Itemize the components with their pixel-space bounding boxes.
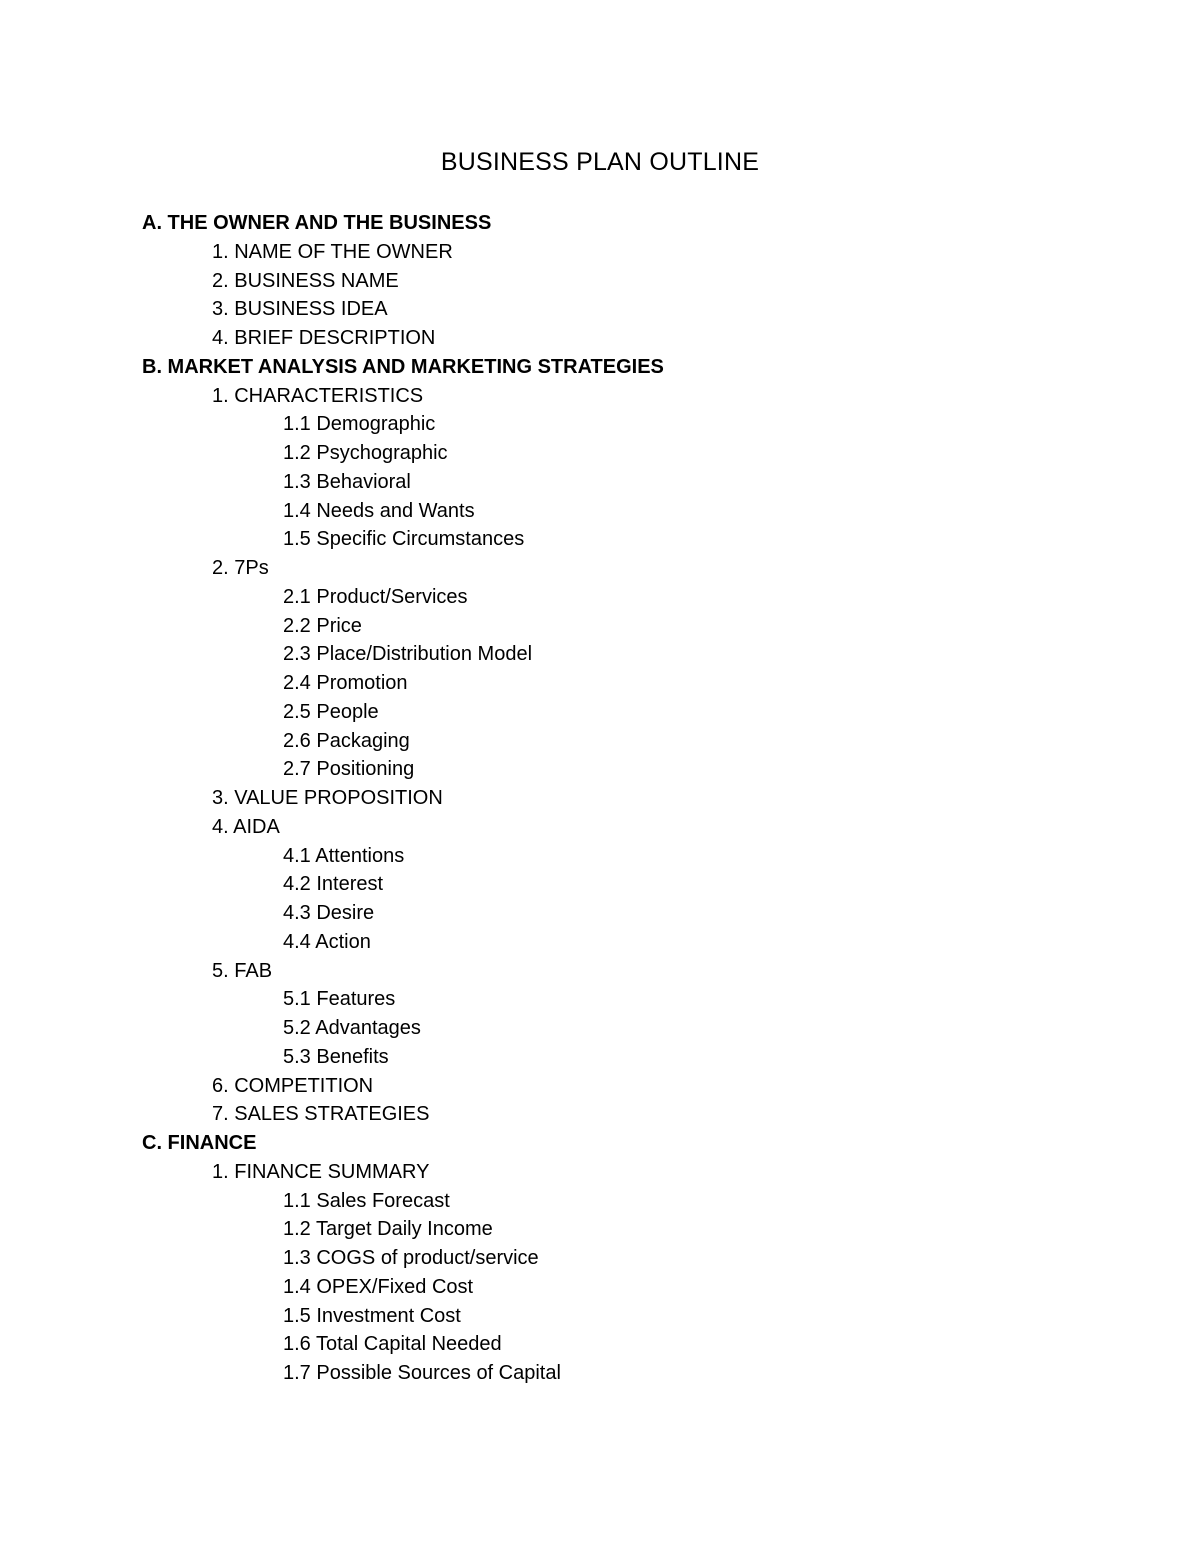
section-heading: A. THE OWNER AND THE BUSINESS (142, 212, 492, 234)
outline-item: 1. CHARACTERISTICS (212, 384, 424, 407)
outline-item: 3. VALUE PROPOSITION (212, 787, 443, 809)
outline-item: 1. FINANCE SUMMARY (212, 1160, 430, 1183)
outline-item: 5. FAB (212, 959, 273, 982)
outline-subitem: 2.6 Packaging (283, 729, 410, 752)
outline-subitem: 4.1 Attentions (283, 844, 405, 867)
outline-subitem: 1.5 Investment Cost (283, 1304, 461, 1327)
outline-subitem: 2.5 People (283, 700, 379, 723)
outline-subitem: 1.2 Psychographic (283, 442, 448, 464)
outline-subitem: 1.6 Total Capital Needed (283, 1333, 502, 1356)
outline-subitem: 4.3 Desire (283, 902, 375, 924)
outline-list (142, 209, 1142, 1388)
outline-subitem: 1.3 COGS of product/service (283, 1247, 539, 1269)
outline-item: 6. COMPETITION (212, 1074, 374, 1097)
outline-subitem: 1.1 Sales Forecast (283, 1189, 450, 1212)
outline-item: 2. 7Ps (212, 557, 269, 579)
outline-subitem: 1.5 Specific Circumstances (283, 528, 525, 551)
outline-subitem: 5.3 Benefits (283, 1045, 389, 1068)
section-heading: B. MARKET ANALYSIS AND MARKETING STRATEGIES (142, 355, 664, 378)
outline-subitem: 1.2 Target Daily Income (283, 1218, 493, 1241)
outline-subitem: 1.4 Needs and Wants (283, 499, 475, 522)
outline-subitem: 1.7 Possible Sources of Capital (283, 1362, 561, 1384)
outline-item: 7. SALES STRATEGIES (212, 1103, 430, 1126)
outline-subitem: 1.3 Behavioral (283, 470, 411, 493)
outline-subitem: 4.4 Action (283, 930, 371, 953)
outline-subitem: 1.4 OPEX/Fixed Cost (283, 1275, 474, 1298)
outline-subitem: 2.1 Product/Services (283, 585, 468, 608)
outline-subitem: 2.7 Positioning (283, 758, 415, 781)
outline-item: 2. BUSINESS NAME (212, 269, 399, 292)
outline-item: 1. NAME OF THE OWNER (212, 240, 453, 263)
outline-subitem: 5.1 Features (283, 988, 396, 1011)
outline-subitem: 5.2 Advantages (283, 1017, 421, 1039)
outline-subitem: 2.4 Promotion (283, 672, 408, 694)
outline-subitem: 1.1 Demographic (283, 413, 436, 436)
outline-subitem: 2.2 Price (283, 614, 362, 637)
page-title: BUSINESS PLAN OUTLINE (440, 148, 760, 176)
outline-item: 4. AIDA (212, 815, 280, 838)
outline-item: 3. BUSINESS IDEA (212, 298, 388, 321)
outline-subitem: 4.2 Interest (283, 873, 384, 896)
outline-item: 4. BRIEF DESCRIPTION (212, 327, 436, 349)
section-heading: C. FINANCE (142, 1132, 257, 1154)
outline-subitem: 2.3 Place/Distribution Model (283, 643, 533, 666)
